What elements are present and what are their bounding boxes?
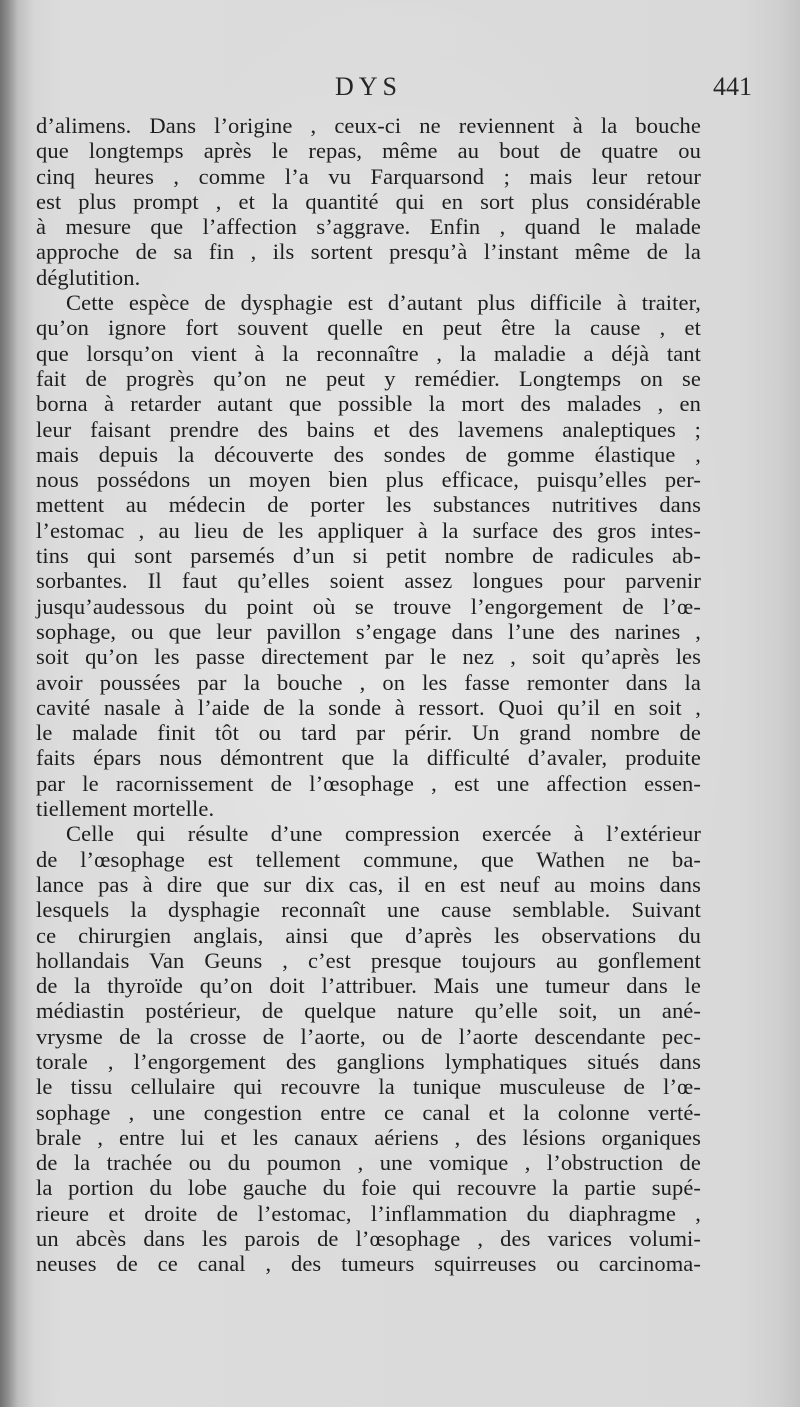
text-line: tiellement mortelle. — [36, 796, 215, 822]
text-line: vrysme de la crosse de l’aorte, ou de l’aorte descendante pec- — [36, 1023, 701, 1049]
page-number: 441 — [713, 72, 752, 101]
text-line: mais depuis la découverte des sondes de gomme élastique , — [36, 441, 701, 467]
text-line: cavité nasale à l’aide de la sonde à ressort. Quoi qu’il en soit , — [36, 694, 701, 720]
text-line: faits épars nous démontrent que la difficulté d’avaler, produite — [36, 745, 701, 771]
text-line: le tissu cellulaire qui recouvre la tunique musculeuse de l’œ- — [36, 1074, 701, 1100]
text-line: que longtemps après le repas, même au bout de quatre ou — [36, 138, 701, 164]
text-line: d’alimens. Dans l’origine , ceux-ci ne reviennent à la bouche — [36, 113, 701, 138]
text-line: de l’œsophage est tellement commune, que Wathen ne ba- — [36, 846, 701, 872]
text-line: la portion du lobe gauche du foie qui recouvre la partie supé- — [36, 1175, 701, 1201]
text-line: est plus prompt , et la quantité qui en sort plus considérable — [36, 188, 701, 214]
text-line: médiastin postérieur, de quelque nature qu’elle soit, un ané- — [36, 998, 701, 1024]
running-head: DYS — [335, 72, 403, 101]
text-line: leur faisant prendre des bains et des lavemens analeptiques ; — [36, 416, 701, 442]
text-line: torale , l’engorgement des ganglions lymphatiques situés dans — [36, 1048, 701, 1074]
text-line: neuses de ce canal , des tumeurs squirreuses ou carcinoma- — [36, 1251, 701, 1277]
text-line: que lorsqu’on vient à la reconnaître , la maladie a déjà tant — [36, 340, 701, 366]
text-line: lance pas à dire que sur dix cas, il en est neuf au moins dans — [36, 871, 701, 897]
text-line: cinq heures , comme l’a vu Farquarsond ; mais leur retour — [36, 163, 701, 189]
text-line: brale , entre lui et les canaux aériens , des lésions organiques — [36, 1124, 701, 1150]
text-line: qu’on ignore fort souvent quelle en peut être la cause , et — [36, 315, 701, 341]
text-line: à mesure que l’affection s’aggrave. Enfin , quand le malade — [36, 214, 701, 240]
page-header — [60, 72, 752, 108]
text-line: par le racornissement de l’œsophage , est une affection essen- — [36, 770, 701, 796]
text-line: avoir poussées par la bouche , on les fasse remonter dans la — [36, 669, 701, 695]
text-line: borna à retarder autant que possible la mort des malades , en — [36, 391, 701, 417]
text-line: rieure et droite de l’estomac, l’inflammation du diaphragme , — [36, 1200, 701, 1226]
text-line: hollandais Van Geuns , c’est presque toujours au gonflement — [36, 947, 701, 973]
text-line: mettent au médecin de porter les substances nutritives dans — [36, 492, 701, 518]
text-line: un abcès dans les parois de l’œsophage , des varices volumi- — [36, 1226, 701, 1252]
paragraph-start: Celle qui résulte d’une compression exercée à l’extérieur — [66, 821, 701, 847]
body-text — [36, 113, 701, 1277]
text-line: de la trachée ou du poumon , une vomique , l’obstruction de — [36, 1150, 701, 1176]
text-line: approche de sa fin , ils sortent presqu’à l’instant même de la — [36, 239, 701, 265]
paragraph-start: Cette espèce de dysphagie est d’autant plus difficile à traiter, — [66, 290, 701, 316]
text-line: le malade finit tôt ou tard par périr. Un grand nombre de — [36, 720, 701, 746]
text-line: l’estomac , au lieu de les appliquer à la surface des gros intes- — [36, 517, 701, 543]
text-line: nous possédons un moyen bien plus efficace, puisqu’elles per- — [36, 467, 701, 493]
text-line: sorbantes. Il faut qu’elles soient assez longues pour parvenir — [36, 568, 701, 594]
text-line: de la thyroïde qu’on doit l’attribuer. Mais une tumeur dans le — [36, 973, 701, 999]
text-line: soit qu’on les passe directement par le nez , soit qu’après les — [36, 644, 701, 670]
text-line: tins qui sont parsemés d’un si petit nombre de radicules ab- — [36, 543, 701, 569]
text-line: lesquels la dysphagie reconnaît une cause semblable. Suivant — [36, 897, 701, 923]
page-gutter-shadow — [0, 0, 18, 1407]
text-line: fait de progrès qu’on ne peut y remédier. Longtemps on se — [36, 365, 701, 391]
text-line: déglutition. — [36, 264, 141, 290]
text-line: ce chirurgien anglais, ainsi que d’après les observations du — [36, 922, 701, 948]
text-line: jusqu’audessous du point où se trouve l’engorgement de l’œ- — [36, 593, 701, 619]
text-line: sophage, ou que leur pavillon s’engage dans l’une des narines , — [36, 618, 701, 644]
text-line: sophage , une congestion entre ce canal et la colonne verté- — [36, 1099, 701, 1125]
